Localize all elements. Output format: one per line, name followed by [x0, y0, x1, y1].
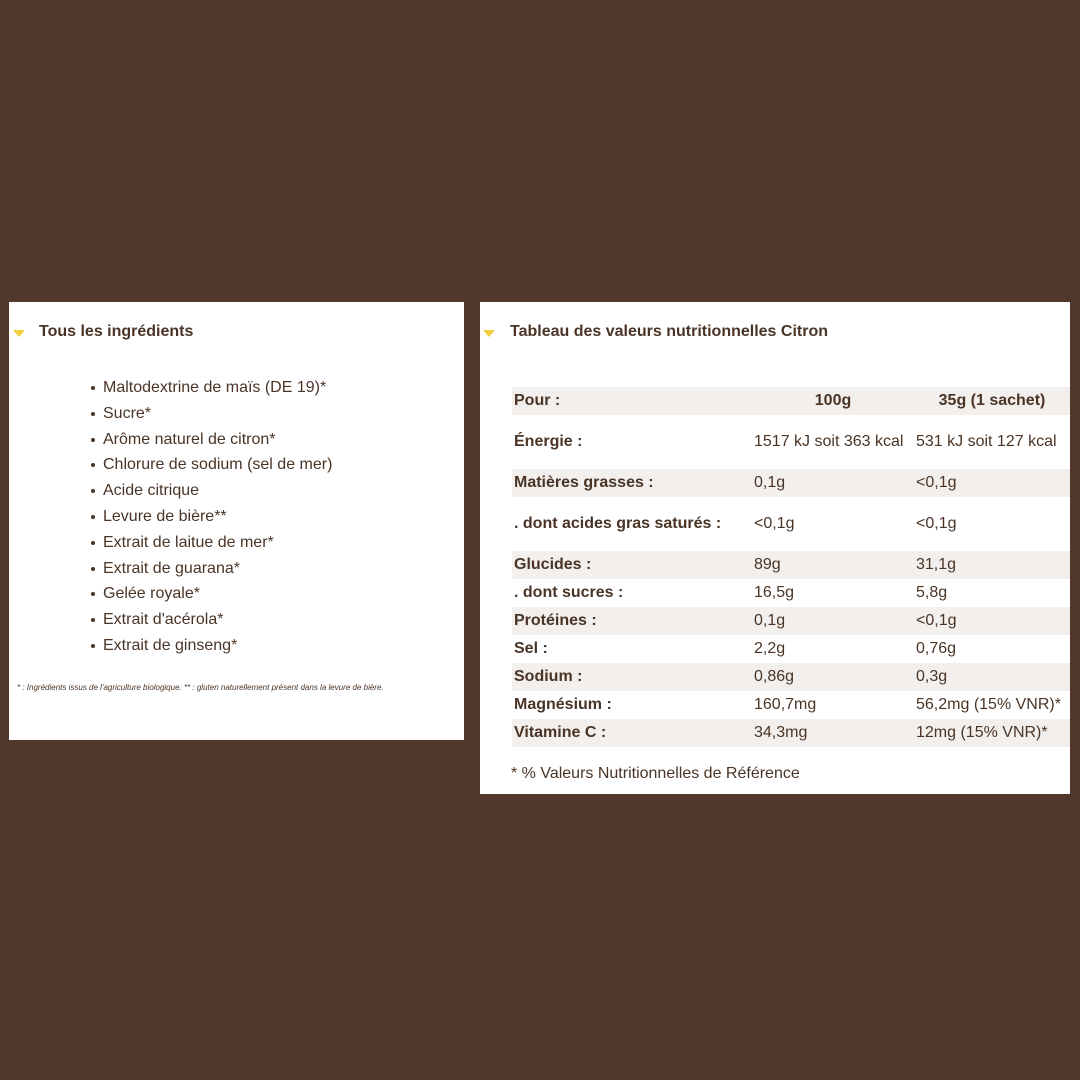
row-value-35g: 12mg (15% VNR)* [914, 719, 1070, 747]
row-label: . dont sucres : [514, 584, 624, 601]
list-item: Acide citrique [91, 478, 332, 504]
list-item: Gelée royale* [91, 581, 332, 607]
row-value-35g: 56,2mg (15% VNR)* [916, 696, 1061, 713]
table-row [512, 469, 1070, 497]
row-value-100g: 0,1g [752, 469, 914, 497]
nutrition-table [512, 387, 1070, 747]
table-row [512, 635, 1070, 663]
table-row [512, 497, 1070, 551]
ingredients-title[interactable]: Tous les ingrédients [39, 323, 194, 340]
row-value-35g: 5,8g [916, 584, 948, 601]
caret-down-icon[interactable] [13, 330, 25, 337]
nutrition-footnote: * % Valeurs Nutritionnelles de Référence [511, 765, 800, 782]
row-value-100g: 2,2g [754, 640, 786, 657]
table-row [512, 691, 1070, 719]
table-header-row [512, 387, 1070, 415]
list-item: Extrait de guarana* [91, 556, 332, 582]
row-value-100g: 160,7mg [754, 696, 817, 713]
list-item: Levure de bière** [91, 504, 332, 530]
list-item: Arôme naturel de citron* [91, 427, 332, 453]
row-value-100g: 89g [752, 551, 914, 579]
list-item: Sucre* [91, 401, 332, 427]
row-label: . dont acides gras saturés : [514, 515, 722, 532]
ingredients-panel [9, 302, 464, 740]
row-value-35g: 0,76g [916, 640, 957, 657]
list-item: Extrait de laitue de mer* [91, 530, 332, 556]
row-label: Sodium : [512, 663, 752, 691]
table-row [512, 663, 1070, 691]
caret-down-icon[interactable] [483, 330, 495, 337]
header-col-100g: 100g [752, 387, 914, 415]
list-item: Maltodextrine de maïs (DE 19)* [91, 375, 332, 401]
table-row [512, 719, 1070, 747]
nutrition-title[interactable]: Tableau des valeurs nutritionnelles Citron [510, 323, 828, 340]
row-label: Énergie : [514, 433, 583, 450]
nutrition-panel [480, 302, 1070, 794]
row-value-100g: 16,5g [754, 584, 795, 601]
table-row [512, 415, 1070, 469]
row-value-100g: <0,1g [754, 515, 795, 532]
ingredients-list [91, 375, 332, 659]
row-value-100g: 0,1g [752, 607, 914, 635]
table-row [512, 607, 1070, 635]
row-value-35g: 0,3g [914, 663, 1070, 691]
row-value-35g: <0,1g [914, 607, 1070, 635]
row-label: Magnésium : [514, 696, 612, 713]
row-value-35g: <0,1g [916, 515, 957, 532]
list-item: Extrait d'acérola* [91, 607, 332, 633]
list-item: Extrait de ginseng* [91, 633, 332, 659]
row-value-100g: 1517 kJ soit 363 kcal [754, 433, 904, 450]
row-value-35g: 31,1g [914, 551, 1070, 579]
row-label: Matières grasses : [512, 469, 752, 497]
row-value-100g: 0,86g [752, 663, 914, 691]
list-item: Chlorure de sodium (sel de mer) [91, 452, 332, 478]
row-value-35g: <0,1g [914, 469, 1070, 497]
row-value-100g: 34,3mg [752, 719, 914, 747]
row-label: Vitamine C : [512, 719, 752, 747]
header-col-35g: 35g (1 sachet) [914, 387, 1070, 415]
table-row [512, 551, 1070, 579]
ingredients-footnote: * : Ingrédients issus de l'agriculture biologique. ** : gluten naturellement présent dans la levure de bière. [17, 683, 384, 692]
row-label: Protéines : [512, 607, 752, 635]
row-label: Sel : [514, 640, 548, 657]
row-label: Glucides : [512, 551, 752, 579]
header-label: Pour : [512, 387, 752, 415]
table-row [512, 579, 1070, 607]
row-value-35g: 531 kJ soit 127 kcal [916, 433, 1057, 450]
